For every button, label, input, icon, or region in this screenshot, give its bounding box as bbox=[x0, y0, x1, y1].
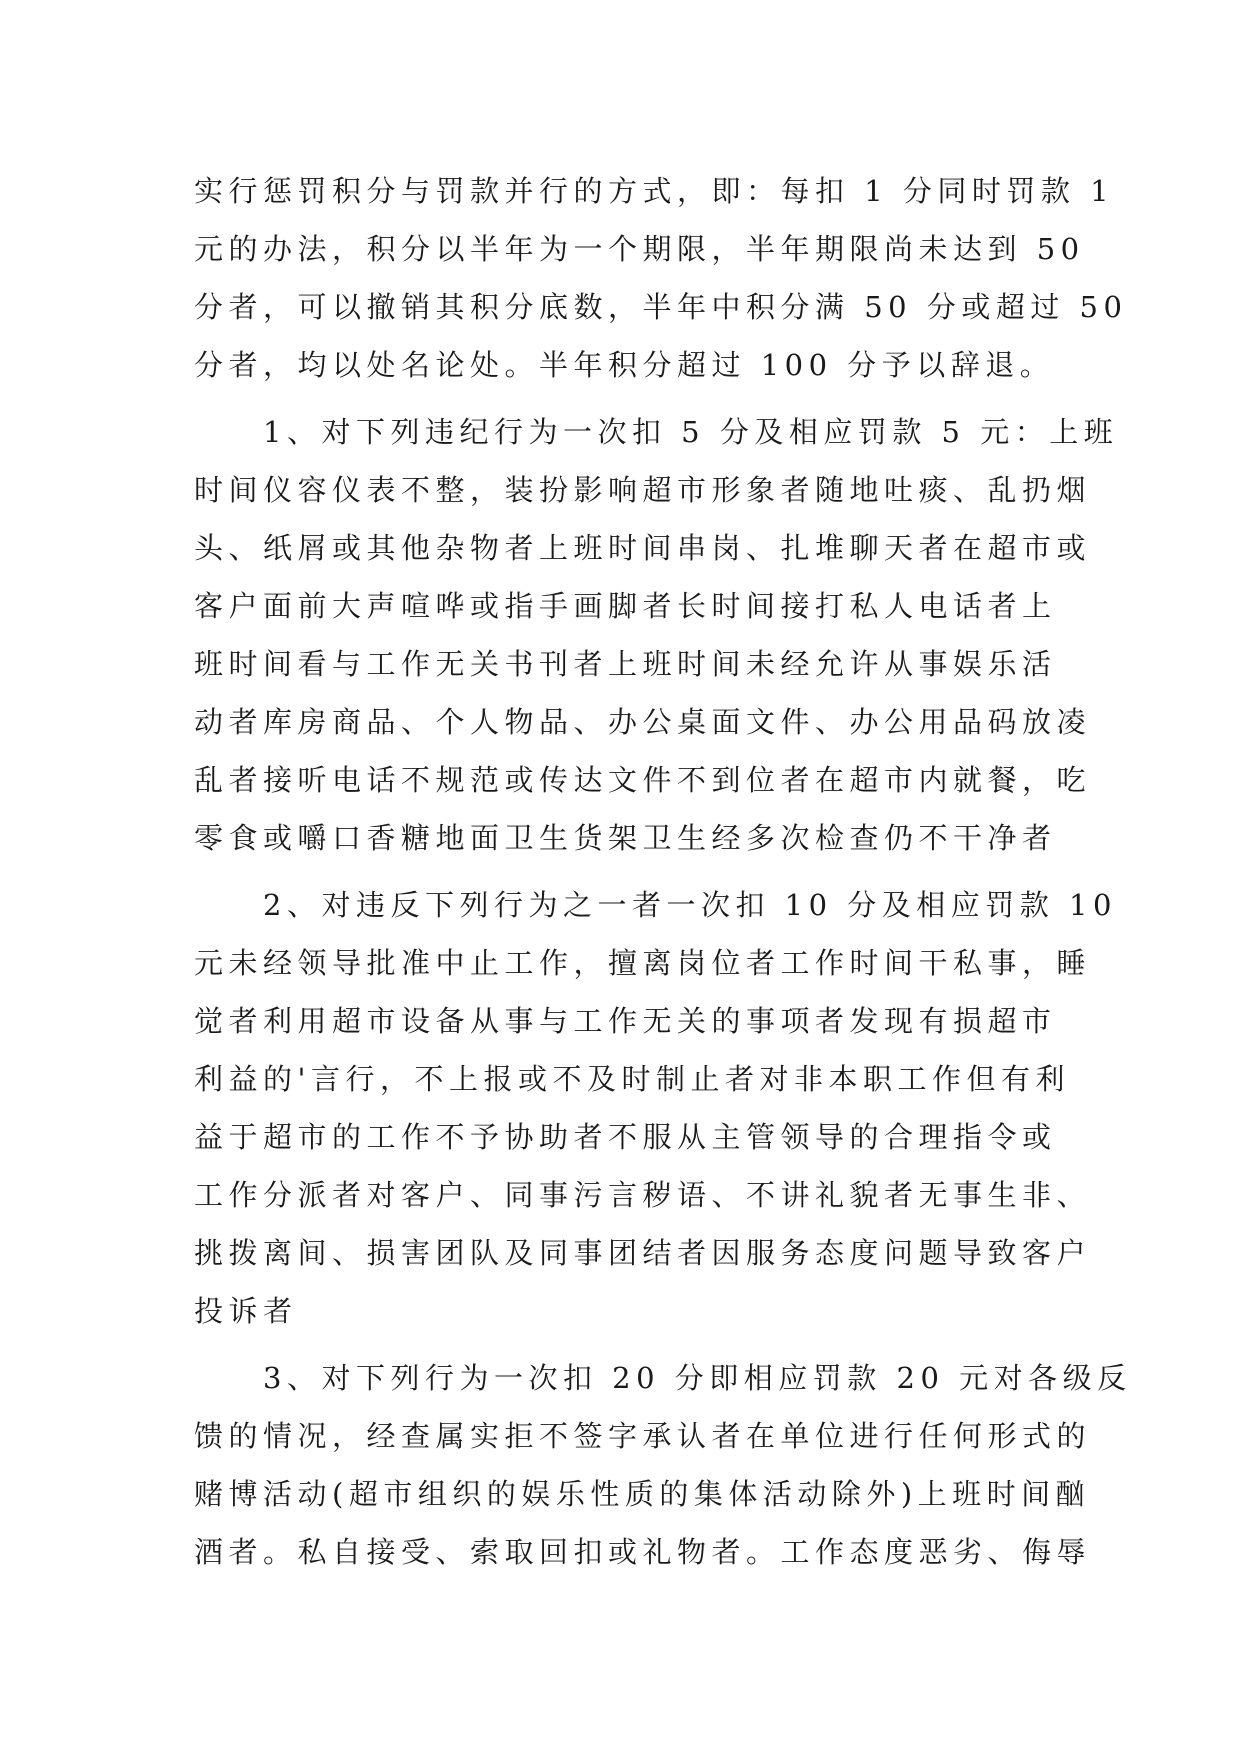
text-line: 班时间看与工作无关书刊者上班时间未经允许从事娱乐活 bbox=[194, 647, 1057, 681]
text-line: 馈的情况，经查属实拒不签字承认者在单位进行任何形式的 bbox=[194, 1419, 1092, 1453]
text-line: 零食或嚼口香糖地面卫生货架卫生经多次检查仍不干净者 bbox=[194, 821, 1057, 855]
text-line: 实行惩罚积分与罚款并行的方式，即：每扣 1 分同时罚款 1 bbox=[194, 174, 1115, 208]
text-line: 动者库房商品、个人物品、办公桌面文件、办公用品码放凌 bbox=[194, 705, 1092, 739]
text-line: 头、纸屑或其他杂物者上班时间串岗、扎堆聊天者在超市或 bbox=[194, 531, 1092, 565]
text-line: 酒者。私自接受、索取回扣或礼物者。工作态度恶劣、侮辱 bbox=[194, 1535, 1092, 1569]
text-line: 投诉者 bbox=[194, 1294, 298, 1328]
text-line: 利益的'言行，不上报或不及时制止者对非本职工作但有利 bbox=[194, 1062, 1070, 1096]
paragraph-3-start: 3、对下列行为一次扣 20 分即相应罚款 20 元对各级反 bbox=[194, 1361, 1132, 1395]
paragraph-1-start: 1、对下列违纪行为一次扣 5 分及相应罚款 5 元：上班 bbox=[194, 415, 1119, 449]
text-line: 元的办法，积分以半年为一个期限，半年期限尚未达到 50 bbox=[194, 232, 1085, 266]
text-line: 客户面前大声喧哗或指手画脚者长时间接打私人电话者上 bbox=[194, 589, 1057, 623]
text-line: 乱者接听电话不规范或传达文件不到位者在超市内就餐，吃 bbox=[194, 763, 1092, 797]
document-body bbox=[194, 162, 1132, 1581]
text-line: 觉者利用超市设备从事与工作无关的事项者发现有损超市 bbox=[194, 1004, 1057, 1038]
text-line: 分者，可以撤销其积分底数，半年中积分满 50 分或超过 50 bbox=[194, 290, 1128, 324]
text-line: 元未经领导批准中止工作，擅离岗位者工作时间干私事，睡 bbox=[194, 946, 1092, 980]
text-line: 赌博活动(超市组织的娱乐性质的集体活动除外)上班时间酗 bbox=[194, 1477, 1091, 1511]
text-line: 益于超市的工作不予协助者不服从主管领导的合理指令或 bbox=[194, 1120, 1057, 1154]
paragraph-2-start: 2、对违反下列行为之一者一次扣 10 分及相应罚款 10 bbox=[194, 888, 1117, 922]
text-line: 工作分派者对客户、同事污言秽语、不讲礼貌者无事生非、 bbox=[194, 1178, 1092, 1212]
text-line: 分者，均以处名论处。半年积分超过 100 分予以辞退。 bbox=[194, 348, 1055, 382]
text-line: 挑拨离间、损害团队及同事团结者因服务态度问题导致客户 bbox=[194, 1236, 1092, 1270]
text-line: 时间仪容仪表不整，装扮影响超市形象者随地吐痰、乱扔烟 bbox=[194, 473, 1092, 507]
